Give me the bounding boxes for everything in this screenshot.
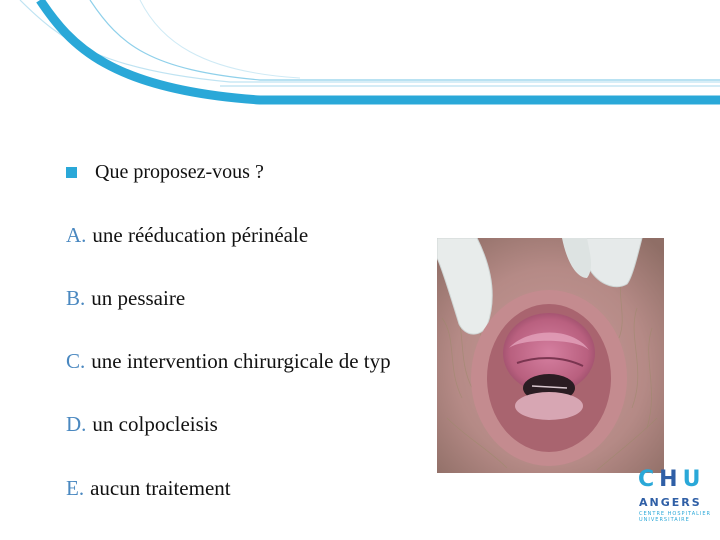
question-text: Que proposez-vous ?: [95, 160, 264, 183]
option-d: [66, 410, 218, 438]
logo-chu-text: [638, 468, 705, 492]
logo-letter: C: [638, 467, 660, 492]
clinical-photo: [437, 238, 664, 473]
option-text: un pessaire: [91, 286, 186, 310]
option-text: un colpocleisis: [92, 412, 218, 436]
option-b: [66, 284, 185, 312]
option-c: [66, 347, 391, 375]
option-a: [66, 221, 308, 249]
option-e: [66, 474, 231, 502]
option-letter: E.: [66, 476, 85, 500]
logo-subtitle: CENTRE HOSPITALIER UNIVERSITAIRE: [639, 511, 712, 523]
question-bullet-row: [66, 158, 264, 186]
option-text: aucun traitement: [90, 476, 231, 500]
logo-letter: H: [659, 467, 683, 492]
option-text: une rééducation périnéale: [92, 223, 309, 247]
option-letter: A.: [66, 223, 87, 247]
header-swoosh-decoration: [0, 0, 720, 120]
clinical-photo-graphic: [437, 238, 664, 473]
option-letter: C.: [66, 349, 86, 373]
logo-letter: U: [682, 467, 706, 492]
chu-angers-logo: [638, 468, 710, 528]
logo-angers-text: ANGERS: [639, 496, 702, 509]
option-text: une intervention chirurgicale de typ: [91, 349, 391, 373]
option-letter: D.: [66, 412, 87, 436]
option-letter: B.: [66, 286, 86, 310]
bullet-square-icon: [66, 167, 77, 178]
